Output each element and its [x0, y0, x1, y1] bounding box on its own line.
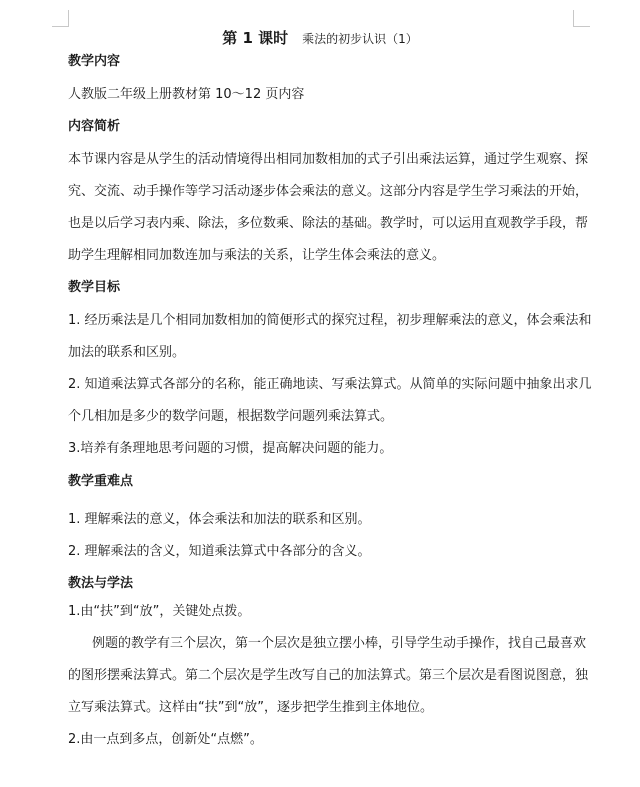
paragraph-line: 2.由一点到多点，创新处“点燃”。: [68, 732, 263, 747]
paragraph-line: 也是以后学习表内乘、除法，多位数乘、除法的基础。教学时，可以运用直观教学手段，帮: [68, 216, 589, 231]
section-heading-goals: 教学目标: [68, 280, 121, 295]
section-heading-key-points: 教学重难点: [68, 474, 134, 489]
document-title: [0, 27, 640, 48]
section-heading-analysis: 内容简析: [68, 119, 121, 134]
paragraph-line: 2. 理解乘法的含义，知道乘法算式中各部分的含义。: [68, 544, 371, 559]
paragraph-line: 究、交流、动手操作等学习活动逐步体会乘法的意义。这部分内容是学生学习乘法的开始，: [68, 184, 589, 199]
section-heading-methods: 教法与学法: [68, 576, 134, 591]
paragraph-line: 本节课内容是从学生的活动情境得出相同加数相加的式子引出乘法运算，通过学生观察、探: [68, 152, 589, 167]
title-sub: 乘法的初步认识（1）: [302, 32, 418, 46]
paragraph-line: 的图形摆乘法算式。第二个层次是学生改写自己的加法算式。第三个层次是看图说图意，独: [68, 668, 589, 683]
paragraph-line: 立写乘法算式。这样由“扶”到“放”，逐步把学生推到主体地位。: [68, 700, 433, 715]
paragraph-line: 加法的联系和区别。: [68, 345, 186, 360]
title-main: 第 1 课时: [222, 29, 289, 47]
paragraph-line: 人教版二年级上册教材第 10～12 页内容: [68, 87, 305, 102]
page-corner-mark-right: [573, 10, 590, 27]
paragraph-line: 2. 知道乘法算式各部分的名称，能正确地读、写乘法算式。从简单的实际问题中抽象出求几: [68, 377, 592, 392]
paragraph-line: 1. 经历乘法是几个相同加数相加的简便形式的探究过程，初步理解乘法的意义，体会乘法和: [68, 313, 592, 328]
paragraph-line: 1.由“扶”到“放”，关键处点拨。: [68, 604, 251, 619]
paragraph-line: 1. 理解乘法的意义，体会乘法和加法的联系和区别。: [68, 512, 371, 527]
paragraph-line: 个几相加是多少的数学问题，根据数学问题列乘法算式。: [68, 409, 394, 424]
page-corner-mark-left: [52, 10, 69, 27]
paragraph-line: 3.培养有条理地思考问题的习惯，提高解决问题的能力。: [68, 441, 393, 456]
paragraph-line: 助学生理解相同加数连加与乘法的关系，让学生体会乘法的意义。: [68, 248, 446, 263]
paragraph-line: 例题的教学有三个层次，第一个层次是独立摆小棒，引导学生动手操作，找自己最喜欢: [92, 636, 587, 651]
section-heading-content: 教学内容: [68, 54, 121, 69]
